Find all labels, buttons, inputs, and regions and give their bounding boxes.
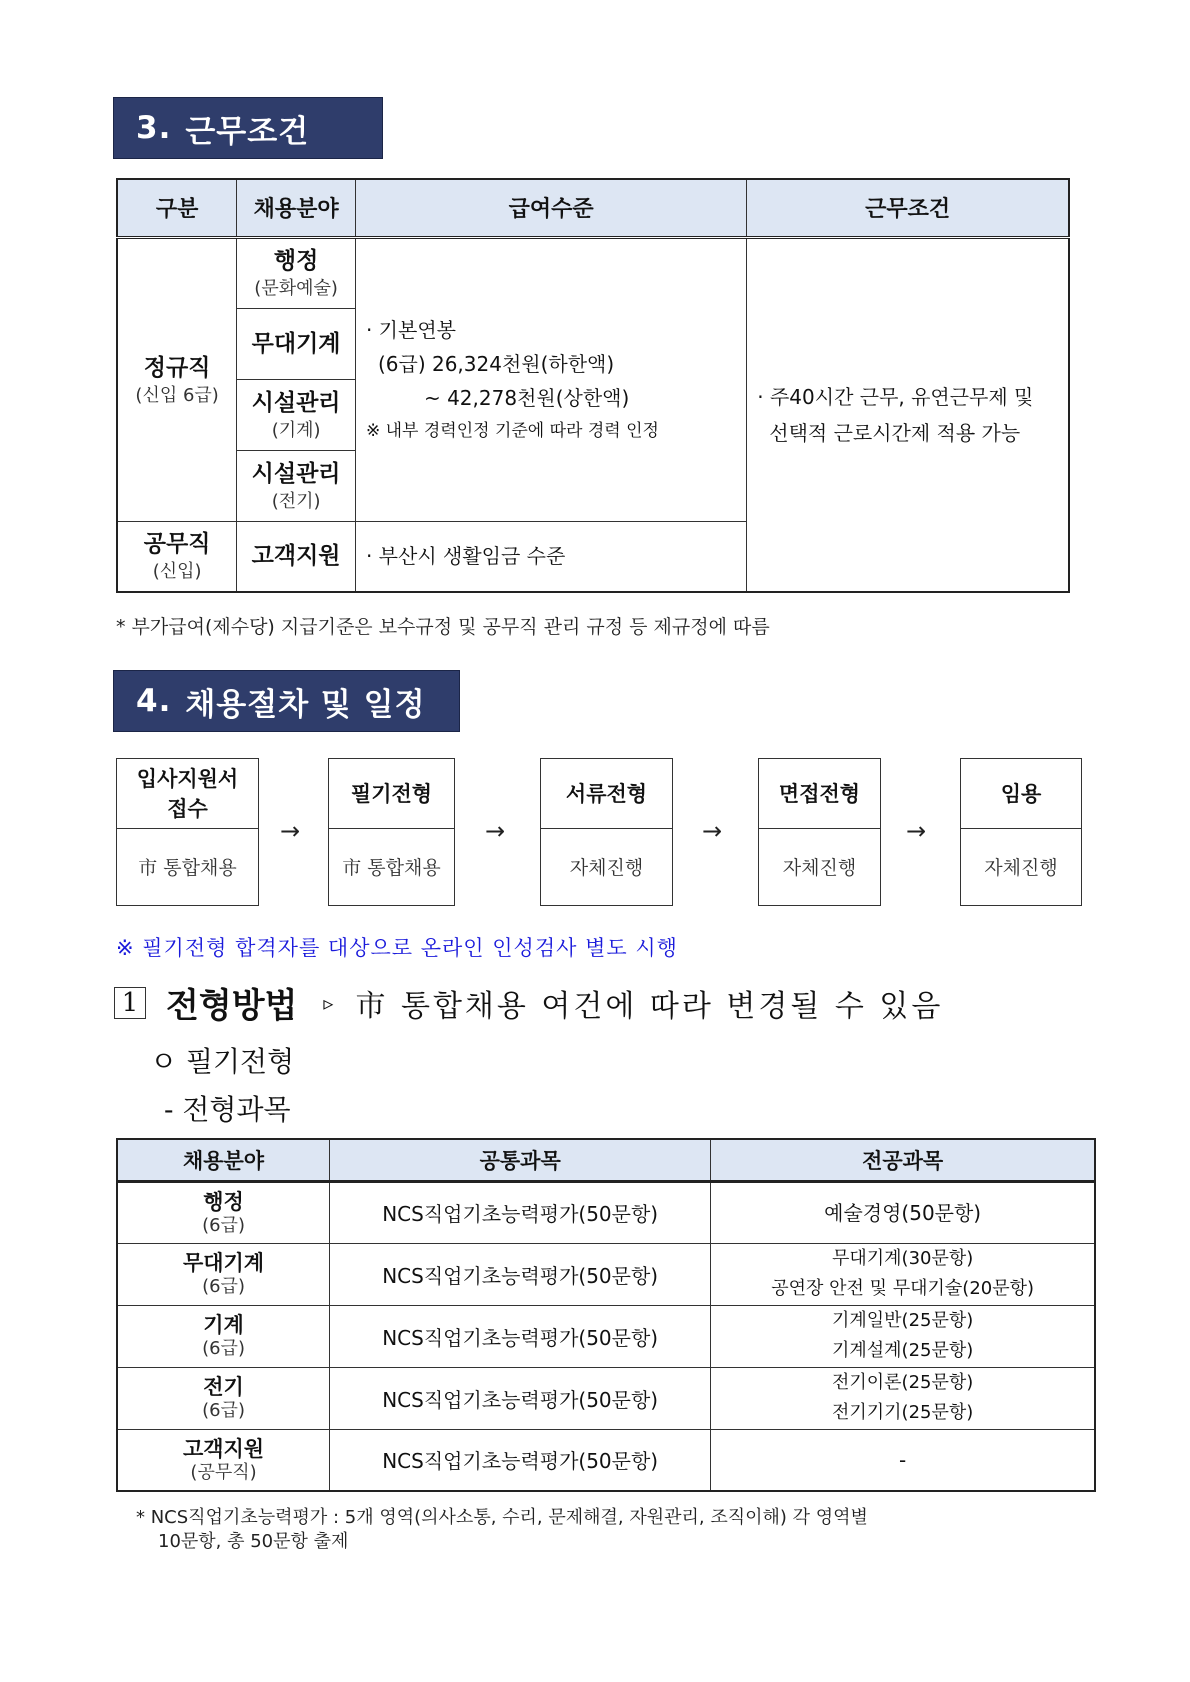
field-label: 고객지원 (182, 1436, 265, 1461)
table-row (117, 1367, 1095, 1429)
process-step-sub: 市 통합채용 (138, 856, 237, 879)
arrow-icon: → (485, 817, 506, 845)
process-step-sub: 市 통합채용 (342, 856, 441, 879)
triangle-icon: ▹ (323, 990, 334, 1015)
method-heading (114, 978, 943, 1027)
table-row (117, 1181, 1095, 1243)
category-regular-sub: (신입 6급) (135, 384, 219, 406)
header-field: 채용분야 (117, 1139, 330, 1181)
major-subject: 공연장 안전 및 무대기술(20문항) (771, 1278, 1035, 1299)
exam-subjects-heading: - 전형과목 (164, 1093, 291, 1126)
field-sub: (6급) (202, 1400, 245, 1421)
field-cell (237, 308, 356, 379)
work-conditions-table (116, 178, 1070, 593)
major-subject: 전기이론(25문항) (832, 1372, 974, 1393)
section-3-number: 3. (136, 110, 172, 146)
header-common: 공통과목 (330, 1139, 711, 1181)
process-step-sub: 자체진행 (569, 856, 644, 879)
field-cell (117, 1305, 330, 1367)
category-regular-label: 정규직 (143, 354, 211, 381)
field-cell (237, 450, 356, 521)
method-number: 1 (114, 987, 146, 1019)
field-cell (237, 521, 356, 592)
field-label: 고객지원 (251, 543, 341, 570)
public-salary-cell: · 부산시 생활임금 수준 (355, 521, 746, 592)
work-line: 선택적 근로시간제 적용 가능 (769, 420, 1021, 445)
field-label: 행정 (203, 1189, 244, 1214)
work-line: · 주40시간 근무, 유연근무제 및 (757, 384, 1034, 409)
table-row (117, 237, 1069, 308)
footnote-allowance: * 부가급여(제수당) 지급기준은 보수규정 및 공무직 관리 규정 등 제규정에 따름 (116, 616, 770, 638)
footnote-ncs-line: 10문항, 총 50문항 출제 (158, 1531, 349, 1552)
field-cell (117, 1181, 330, 1243)
written-exam-heading: ㅇ 필기전형 (150, 1045, 295, 1078)
major-subject: 기계일반(25문항) (832, 1310, 974, 1331)
field-cell (117, 1243, 330, 1305)
major-subject: 예술경영(50문항) (824, 1200, 982, 1225)
category-regular (117, 237, 237, 521)
method-subtitle: 市 통합채용 여건에 따라 변경될 수 있음 (355, 988, 944, 1024)
field-label: 무대기계 (251, 330, 341, 357)
field-cell (117, 1429, 330, 1491)
table-header-row (117, 179, 1069, 237)
salary-line: ~ 42,278천원(상한액) (423, 385, 630, 410)
process-step-sub: 자체진행 (782, 856, 857, 879)
process-step-document (540, 758, 673, 906)
exam-subjects-table (116, 1138, 1096, 1492)
process-step-title: 서류전형 (541, 759, 672, 829)
field-sub: (공무직) (190, 1461, 257, 1483)
arrow-icon: → (280, 817, 301, 845)
major-subject-cell (711, 1305, 1095, 1367)
process-step-interview (758, 758, 881, 906)
common-subject: NCS직업기초능력평가(50문항) (330, 1367, 711, 1429)
table-row (117, 1243, 1095, 1305)
process-step-sub: 자체진행 (984, 856, 1058, 879)
common-subject: NCS직업기초능력평가(50문항) (330, 1243, 711, 1305)
header-field: 채용분야 (237, 179, 356, 237)
header-major: 전공과목 (711, 1139, 1095, 1181)
salary-line: (6급) 26,324천원(하한액) (377, 351, 615, 376)
field-cell (117, 1367, 330, 1429)
field-cell (237, 379, 356, 450)
process-step-title: 입사지원서 접수 (117, 759, 258, 829)
common-subject: NCS직업기초능력평가(50문항) (330, 1305, 711, 1367)
major-subject: 무대기계(30문항) (832, 1248, 974, 1269)
header-work: 근무조건 (747, 179, 1069, 237)
section-4-number: 4. (136, 683, 172, 719)
field-sub: (6급) (202, 1276, 245, 1297)
process-step-application (116, 758, 259, 906)
common-subject: NCS직업기초능력평가(50문항) (330, 1429, 711, 1491)
salary-note: ※ 내부 경력인정 기준에 따라 경력 인정 (365, 420, 659, 441)
field-label: 전기 (203, 1375, 244, 1399)
header-salary: 급여수준 (355, 179, 746, 237)
field-sub: (6급) (202, 1338, 245, 1359)
category-public (117, 521, 237, 592)
process-step-title: 필기전형 (329, 759, 454, 829)
process-step-appointment (960, 758, 1082, 906)
category-public-sub: (신입) (152, 561, 202, 583)
field-label: 시설관리 (251, 460, 341, 487)
salary-cell (355, 237, 746, 521)
field-label: 기계 (203, 1313, 244, 1337)
section-4-title (113, 670, 460, 732)
section-3-title (113, 97, 383, 159)
major-subject-cell (711, 1181, 1095, 1243)
major-subject-cell (711, 1367, 1095, 1429)
field-cell (237, 237, 356, 308)
header-category: 구분 (117, 179, 237, 237)
field-sub: (기계) (271, 419, 321, 441)
major-subject-cell (711, 1243, 1095, 1305)
table-row (117, 1305, 1095, 1367)
field-sub: (6급) (202, 1214, 245, 1236)
major-subject: - (899, 1447, 907, 1472)
table-row (117, 1429, 1095, 1491)
field-label: 행정 (273, 248, 319, 274)
work-cell (747, 237, 1069, 592)
method-title: 전형방법 (166, 986, 298, 1026)
process-step-written (328, 758, 455, 906)
field-sub: (문화예술) (254, 278, 338, 299)
field-sub: (전기) (271, 490, 321, 512)
major-subject: 전기기기(25문항) (832, 1402, 974, 1423)
field-label: 시설관리 (251, 389, 341, 416)
section-4-label: 채용절차 및 일정 (185, 686, 426, 723)
common-subject: NCS직업기초능력평가(50문항) (330, 1181, 711, 1243)
major-subject-cell (711, 1429, 1095, 1491)
process-step-title: 임용 (961, 759, 1081, 829)
footnote-ncs-line: * NCS직업기초능력평가 : 5개 영역(의사소통, 수리, 문제해결, 자원관리, 조직이해) 각 영역별 (136, 1507, 868, 1528)
arrow-icon: → (702, 817, 723, 845)
footnote-ncs (136, 1506, 868, 1554)
section-3-label: 근무조건 (185, 113, 310, 150)
arrow-icon: → (906, 817, 927, 845)
major-subject: 기계설계(25문항) (832, 1340, 974, 1361)
process-note: ※ 필기전형 합격자를 대상으로 온라인 인성검사 별도 시행 (116, 936, 678, 960)
salary-line: · 기본연봉 (365, 317, 456, 342)
table-header-row (117, 1139, 1095, 1181)
field-label: 무대기계 (182, 1251, 265, 1275)
category-public-label: 공무직 (143, 531, 211, 558)
process-step-title: 면접전형 (759, 759, 880, 829)
